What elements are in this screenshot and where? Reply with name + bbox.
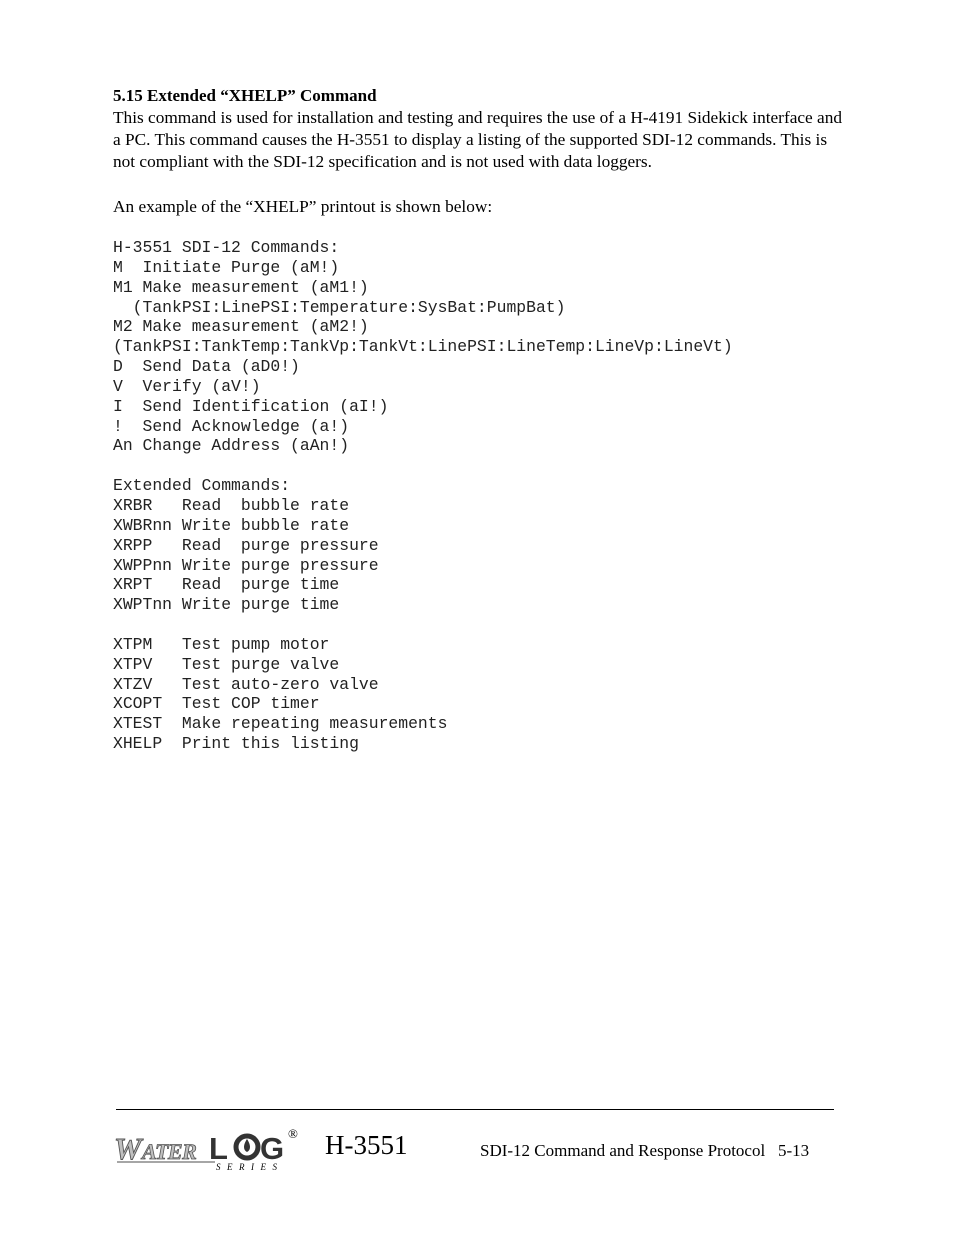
- listing-line: XTZV Test auto-zero valve: [113, 674, 379, 694]
- svg-text:SERIES: SERIES: [216, 1162, 284, 1172]
- waterlog-logo: [113, 1126, 303, 1172]
- listing-line: M1 Make measurement (aM1!): [113, 277, 369, 297]
- logo-wordmark: [114, 1126, 298, 1172]
- page-number: 5-13: [777, 1141, 810, 1160]
- listing-line: XWPPnn Write purge pressure: [113, 555, 379, 575]
- listing-line: H-3551 SDI-12 Commands:: [113, 238, 340, 257]
- listing-line: ! Send Acknowledge (a!): [113, 416, 350, 436]
- listing-line: XRPT Read purge time: [113, 575, 340, 595]
- listing-line: D Send Data (aD0!): [113, 357, 300, 377]
- listing-line: M Initiate Purge (aM!): [113, 257, 340, 277]
- svg-text:G: G: [260, 1131, 285, 1166]
- listing-line: [113, 615, 733, 635]
- listing-line: XHELP Print this listing: [113, 734, 359, 754]
- listing-line: I Send Identification (aI!): [113, 396, 389, 416]
- listing-line: M2 Make measurement (aM2!): [113, 317, 369, 337]
- listing-line: XWPTnn Write purge time: [113, 595, 340, 615]
- svg-text:ATER: ATER: [142, 1139, 197, 1164]
- listing-line: XRPP Read purge pressure: [113, 535, 379, 555]
- model-number: H-3551: [325, 1130, 408, 1160]
- listing-line: XTPV Test purge valve: [113, 654, 340, 674]
- footer-divider: [116, 1109, 834, 1110]
- listing-line: An Change Address (aAn!): [113, 436, 350, 456]
- xhelp-listing: [113, 238, 733, 754]
- svg-text:W: W: [114, 1131, 141, 1166]
- svg-text:®: ®: [288, 1126, 298, 1141]
- svg-text:L: L: [209, 1131, 228, 1166]
- listing-line: XTEST Make repeating measurements: [113, 714, 448, 734]
- footer-section-title: [480, 1140, 809, 1162]
- section-title: SDI-12 Command and Response Protocol: [480, 1141, 766, 1160]
- listing-line: Extended Commands:: [113, 476, 291, 496]
- listing-line: (TankPSI:LinePSI:Temperature:SysBat:PumpBat): [113, 297, 566, 317]
- listing-line: XTPM Test pump motor: [113, 634, 330, 654]
- listing-line: (TankPSI:TankTemp:TankVp:TankVt:LinePSI:LineTemp:LineVp:LineVt): [113, 337, 733, 357]
- listing-line: V Verify (aV!): [113, 376, 261, 396]
- section-heading: 5.15 Extended “XHELP” Command: [113, 86, 377, 105]
- listing-line: XCOPT Test COP timer: [113, 694, 320, 714]
- example-intro: An example of the “XHELP” printout is shown below:: [113, 197, 493, 216]
- intro-paragraph: This command is used for installation and testing and requires the use of a H-4191 Sidekick interface and a PC. This command causes the H-3551 to display a listing of the supported SDI-12 commands. This is not compliant with the SDI-12 specification and is not used with data loggers.: [113, 108, 842, 171]
- listing-line: XRBR Read bubble rate: [113, 495, 350, 515]
- listing-line: [113, 456, 733, 476]
- listing-line: XWBRnn Write bubble rate: [113, 515, 350, 535]
